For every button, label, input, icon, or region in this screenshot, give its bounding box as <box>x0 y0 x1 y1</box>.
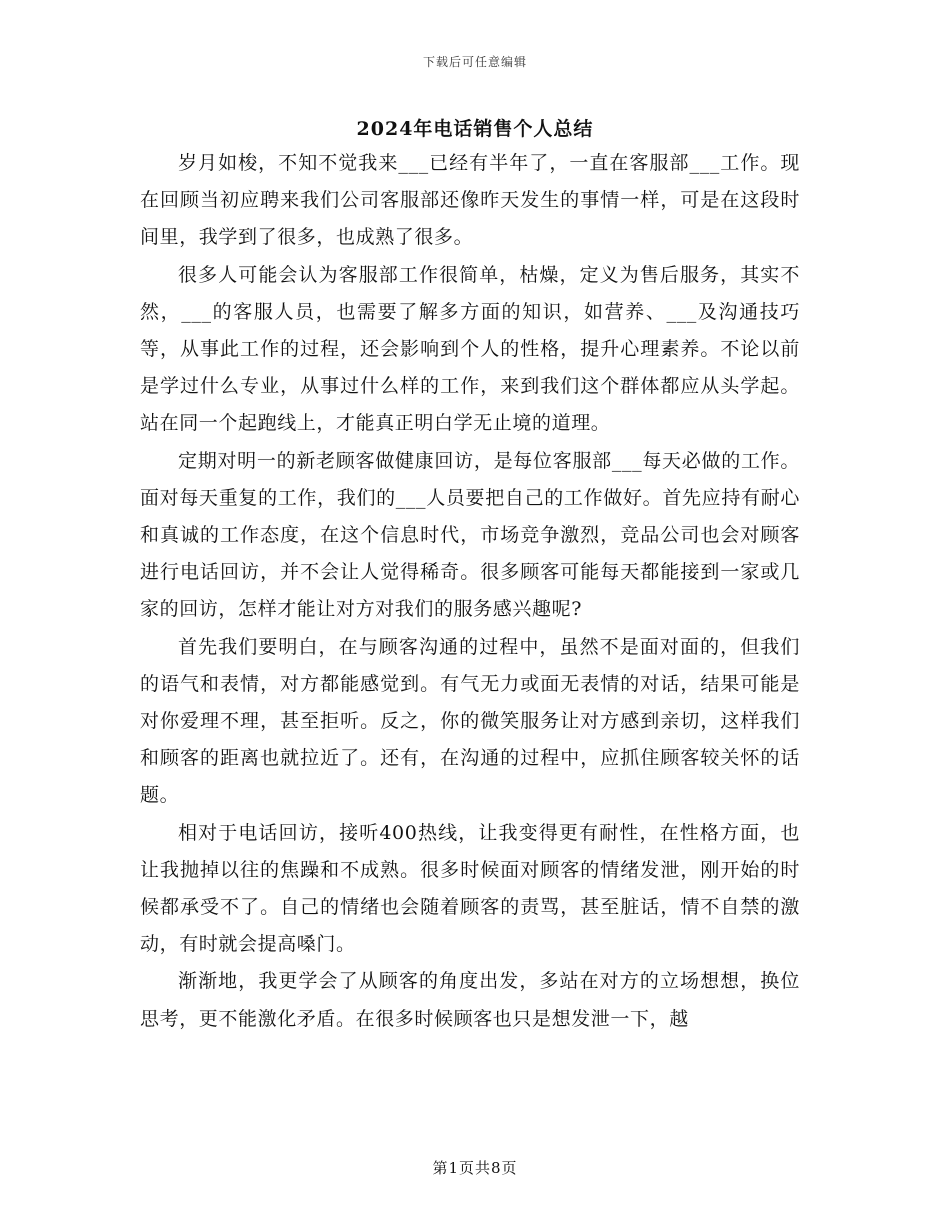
paragraph-3: 定期对明一的新老顾客做健康回访，是每位客服部___每天必做的工作。面对每天重复的工作，我们的___人员要把自己的工作做好。首先应持有耐心和真诚的工作态度，在这个信息时代，市场竞争激烈，竞品公司也会对顾客进行电话回访，并不会让人觉得稀奇。很多顾客可能每天都能接到一家或几家的回访，怎样才能让对方对我们的服务感兴趣呢? <box>140 449 800 621</box>
document-body <box>140 145 800 1038</box>
paragraph-5: 相对于电话回访，接听400热线，让我变得更有耐性，在性格方面，也让我抛掉以往的焦躁和不成熟。很多时候面对顾客的情绪发泄，刚开始的时候都承受不了。自己的情绪也会随着顾客的责骂，甚至脏话，情不自禁的激动，有时就会提高嗓门。 <box>140 821 800 956</box>
paragraph-2: 很多人可能会认为客服部工作很简单，枯燥，定义为售后服务，其实不然，___的客服人员，也需要了解多方面的知识，如营养、___及沟通技巧等，从事此工作的过程，还会影响到个人的性格，提升心理素养。不论以前是学过什么专业，从事过什么样的工作，来到我们这个群体都应从头学起。站在同一个起跑线上，才能真正明白学无止境的道理。 <box>140 263 800 435</box>
paragraph-1: 岁月如梭，不知不觉我来___已经有半年了，一直在客服部___工作。现在回顾当初应聘来我们公司客服部还像昨天发生的事情一样，可是在这段时间里，我学到了很多，也成熟了很多。 <box>140 152 800 249</box>
header-note: 下载后可任意编辑 <box>422 55 527 69</box>
paragraph-4: 首先我们要明白，在与顾客沟通的过程中，虽然不是面对面的，但我们的语气和表情，对方都能感觉到。有气无力或面无表情的对话，结果可能是对你爱理不理，甚至拒听。反之，你的微笑服务让对方感到亲切，这样我们和顾客的距离也就拉近了。还有，在沟通的过程中，应抓住顾客较关怀的话题。 <box>140 635 800 807</box>
document-title: 2024年电话销售个人总结 <box>356 118 594 140</box>
paragraph-6: 渐渐地，我更学会了从顾客的角度出发，多站在对方的立场想想，换位思考，更不能激化矛盾。在很多时候顾客也只是想发泄一下，越 <box>140 970 800 1030</box>
page-number: 第1页共8页 <box>432 1159 518 1177</box>
